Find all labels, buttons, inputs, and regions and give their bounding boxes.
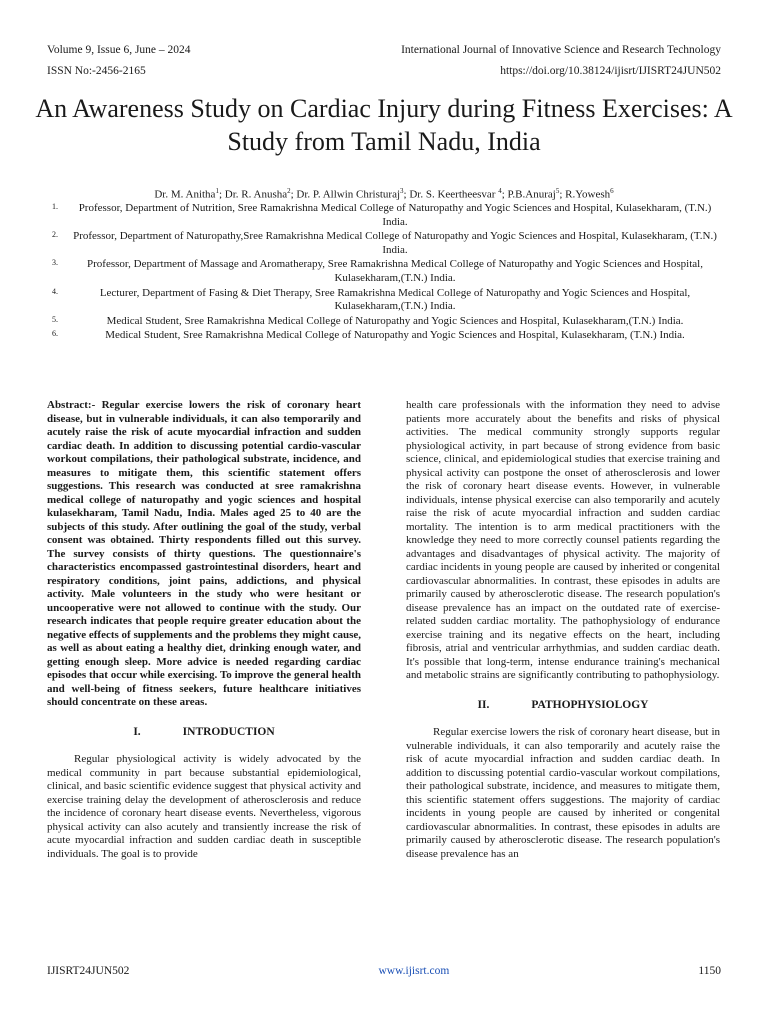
author-name: Dr. M. Anitha bbox=[154, 188, 216, 201]
affiliation-item bbox=[44, 258, 724, 285]
section-number: II. bbox=[477, 698, 490, 711]
section-heading-introduction bbox=[47, 726, 361, 740]
author-name: P.B.Anuraj bbox=[507, 188, 556, 201]
journal-name: International Journal of Innovative Science and Research Technology bbox=[401, 44, 721, 56]
section-title: PATHOPHYSIOLOGY bbox=[531, 698, 649, 711]
affiliation-item bbox=[44, 287, 724, 314]
running-header-top bbox=[47, 44, 721, 56]
author-separator: ; bbox=[218, 188, 225, 201]
paper-title: An Awareness Study on Cardiac Injury during Fitness Exercises: A Study from Tamil Nadu, India bbox=[35, 94, 733, 156]
author-affiliation-mark: 6 bbox=[610, 187, 614, 195]
affiliation-item bbox=[44, 202, 724, 229]
introduction-paragraph: Regular physiological activity is widely advocated by the medical community in part because substantial epidemiological, clinical, and basic scientific evidence suggest that physical activity and exercise training delay the development of atherosclerosis and reduce the incidence of coronary heart disease events. Nevertheless, vigorous physical activity can also acutely and transiently increase the risk of acute myocardial infraction and sudden cardiac death in susceptible individuals. The goal is to provide bbox=[47, 753, 361, 860]
affiliation-item bbox=[44, 230, 724, 257]
abstract: Abstract:- Regular exercise lowers the risk of coronary heart disease, but in vulnerable individuals, it can also temporarily and acutely raise the risk of acute myocardial infraction and sudden cardiac death. In addition to discussing potential cardio-vascular workout compilations, their pathological substrate, incidence, and measures to mitigate them, this scientific statement offers suggestions. This research was conducted at sree ramakrishna medical college of naturopathy and yogic sciences and hospital kulasekharam, Tamil Nadu, India. Males aged 25 to 40 are the subjects of this study. After outlining the goal of the study, verbal consent was obtained. Thirty respondents filled out this survey. The survey consists of thirty questions. The questionnaire's characteristics encompassed gastrointestinal disorders, heart and respiratory conditions, joint pains, addictions, and physical activity. Male volunteers in the study who were hesitant or uncooperative were not allowed to continue with the study. Our research indicates that people require greater education about the negative effects of supplements and the problems they might cause, as well as about eating a healthy diet, drinking enough water, and getting enough sleep. More advice is needed regarding cardiac episodes that occur while exercising. To improve the general health and well-being of fitness seekers, future healthcare initiatives should concentrate on these areas. bbox=[47, 399, 361, 708]
author-affiliation-mark: 1 bbox=[215, 187, 219, 195]
author-affiliation-mark: 4 bbox=[498, 187, 502, 195]
affiliation-list bbox=[44, 202, 724, 344]
affiliation-text: Medical Student, Sree Ramakrishna Medical College of Naturopathy and Yogic Sciences and Hospital, Kulasekharam,(T.N.) India. bbox=[106, 314, 684, 327]
affiliation-number: 4. bbox=[52, 286, 58, 296]
left-column bbox=[47, 399, 361, 861]
author-affiliation-mark: 5 bbox=[555, 187, 560, 195]
author-list bbox=[40, 187, 728, 201]
author-affiliation-mark: 2 bbox=[287, 187, 291, 195]
doi-link[interactable]: https://doi.org/10.38124/ijisrt/IJISRT24JUN502 bbox=[500, 65, 721, 77]
issn: ISSN No:-2456-2165 bbox=[47, 65, 146, 77]
section-heading-pathophysiology bbox=[406, 699, 720, 713]
author-name: Dr. P. Allwin Christuraj bbox=[296, 188, 401, 201]
right-column bbox=[406, 399, 720, 861]
affiliation-number: 6. bbox=[52, 329, 58, 339]
affiliation-number: 1. bbox=[52, 202, 58, 211]
author-separator: ; bbox=[559, 188, 566, 201]
author-name: Dr. S. Keertheesvar bbox=[409, 188, 499, 201]
author-name: R.Yowesh bbox=[565, 188, 611, 201]
affiliation-item bbox=[44, 329, 724, 343]
author-separator: ; bbox=[501, 188, 508, 201]
affiliation-text: Professor, Department of Nutrition, Sree Ramakrishna Medical College of Naturopathy and Yogic Sciences and Hospital, Kulasekharam, (T.N.) India. bbox=[78, 202, 712, 228]
affiliation-number: 3. bbox=[52, 258, 58, 268]
affiliation-item bbox=[44, 315, 724, 329]
section-number: I. bbox=[133, 725, 141, 738]
body-paragraph: health care professionals with the information they need to advise patients more accurately about the benefits and risks of physical activities. The medical community strongly supports regular physiological activity, in part because of strong evidence from basic science, clinical, and epidemiological studies that exercise training and physical activity can postpone the onset of atherosclerosis and lower the risk of coronary heart disease events. However, in vulnerable individuals, intense physical exercise can also temporarily and acutely raise the risk of acute myocardial infraction and sudden cardiac mortality. The intention is to arm medical practitioners with the knowledge they need to more correctly counsel patients regarding the advantages and disadvantages of physical activity. The majority of cardiac incidents in young people are caused by inherited or congenital cardiovascular abnormalities. In contrast, these episodes in adults are primarily caused by atherosclerotic disease. The research population's disease prevalence has an impact on the outdated rate of exercise-related sudden cardiac mortality. The pathophysiology of endurance exercise training and its negative effects on the heart, including fibrosis, atrial and ventricular arrhythmias, and sudden cardiac death. It's possible that long-term, intense endurance training's mechanical and metabolic strains are significantly contributing to pathophysiology. bbox=[406, 399, 720, 681]
pathophysiology-paragraph: Regular exercise lowers the risk of coronary heart disease, but in vulnerable individuals, it can also temporarily and acutely raise the risk of acute myocardial infraction and sudden cardiac death. In addition to discussing potential cardio-vascular workout compilations, their pathological substrate, incidence, and measures to mitigate them, this scientific statement offers suggestions. The majority of cardiac incidents in young people are caused by inherited or congenital cardiovascular abnormalities. In contrast, these episodes in adults are primarily caused by atherosclerotic disease. The research population's disease prevalence has an bbox=[406, 726, 720, 860]
volume-info: Volume 9, Issue 6, June – 2024 bbox=[47, 44, 191, 56]
running-header-bottom bbox=[47, 65, 721, 77]
affiliation-number: 5. bbox=[52, 314, 58, 324]
author-separator: ; bbox=[403, 188, 410, 201]
author-name: Dr. R. Anusha bbox=[224, 188, 288, 201]
affiliation-text: Lecturer, Department of Fasing & Diet Therapy, Sree Ramakrishna Medical College of Naturopathy and Yogic Sciences and Hospital, Kulasekharam,(T.N.) India. bbox=[99, 286, 691, 313]
paper-code: IJISRT24JUN502 bbox=[47, 965, 130, 977]
journal-website-link[interactable]: www.ijisrt.com bbox=[378, 965, 450, 977]
affiliation-text: Professor, Department of Naturopathy,Sree Ramakrishna Medical College of Naturopathy and Yogic Sciences and Hospital, Kulasekharam, (T.N.) India. bbox=[73, 230, 717, 256]
author-separator: ; bbox=[290, 188, 297, 201]
affiliation-number: 2. bbox=[52, 230, 58, 240]
affiliation-text: Medical Student, Sree Ramakrishna Medical College of Naturopathy and Yogic Sciences and Hospital, Kulasekharam, (T.N.) India. bbox=[105, 329, 685, 342]
author-affiliation-mark: 3 bbox=[400, 187, 404, 195]
affiliation-text: Professor, Department of Massage and Aromatherapy, Sree Ramakrishna Medical College of Naturopathy and Yogic Sciences and Hospital, Kulasekharam,(T.N.) India. bbox=[87, 258, 703, 284]
section-title: INTRODUCTION bbox=[182, 725, 275, 738]
page-number: 1150 bbox=[698, 965, 721, 977]
page-footer bbox=[47, 965, 721, 977]
